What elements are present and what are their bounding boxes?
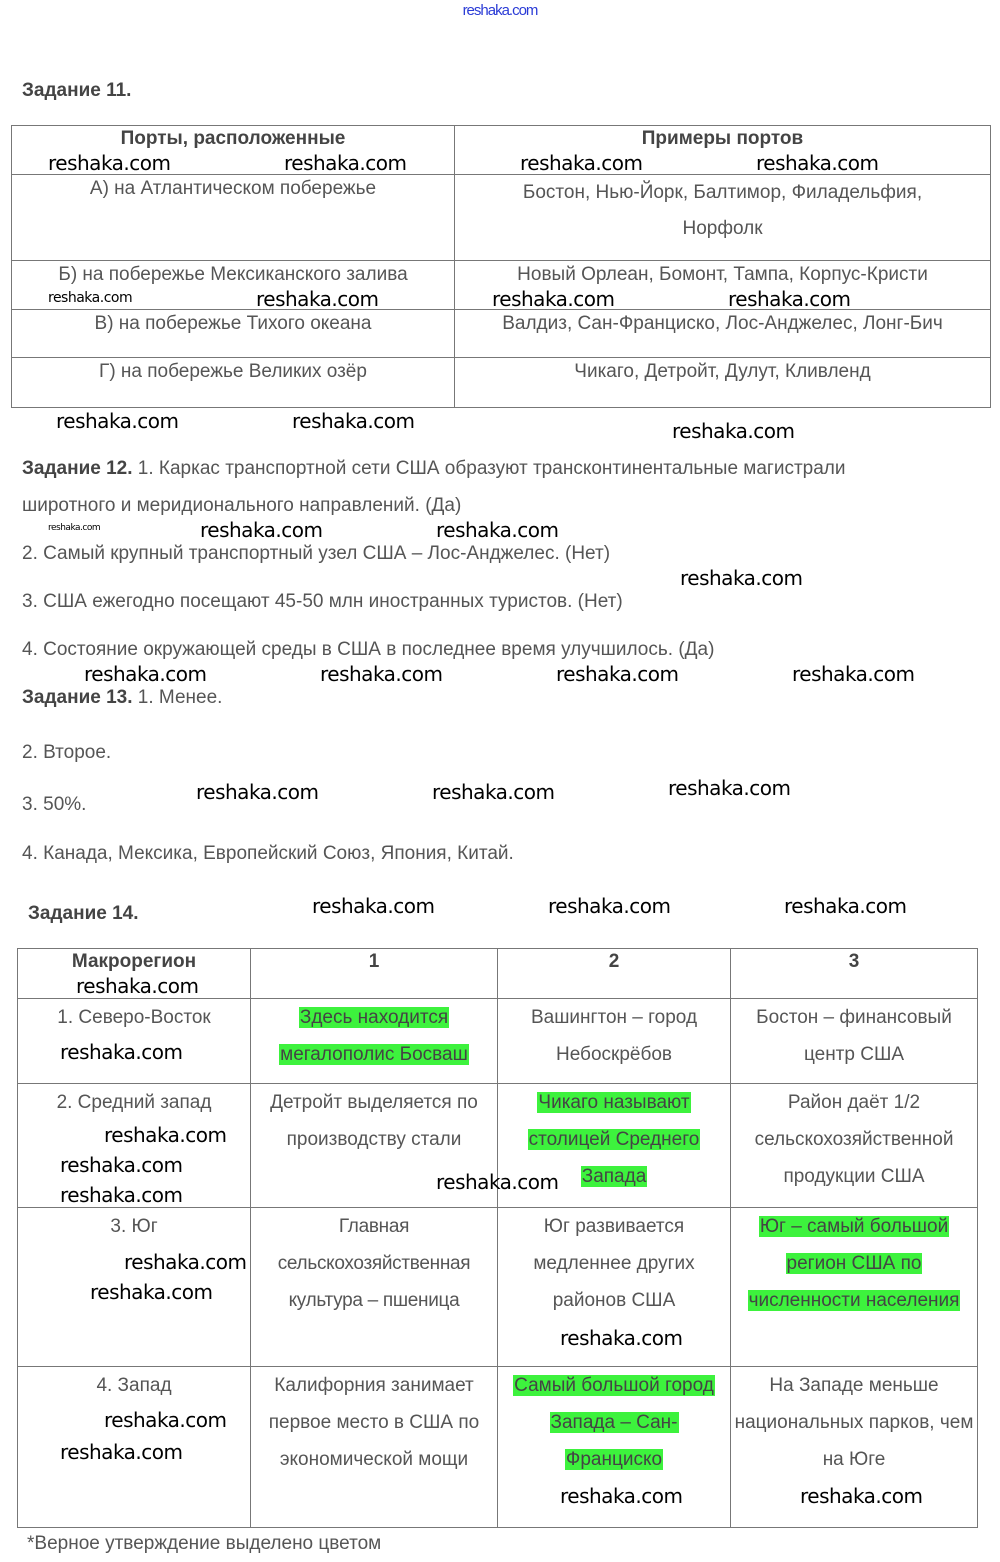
task13-answer-4: 4. Канада, Мексика, Европейский Союз, Япония, Китай. — [22, 843, 514, 864]
task13-line1 — [22, 687, 222, 709]
cell-text: В) на побережье Тихого океана — [94, 313, 372, 334]
region-text: 3. Юг — [110, 1216, 158, 1237]
watermark: reshaka.com — [432, 780, 555, 804]
table-cell — [12, 310, 455, 358]
task13-heading: Задание 13. — [22, 687, 133, 708]
cell-text: Бостон, Нью-Йорк, Балтимор, Филадельфия, Норфолк — [522, 182, 923, 239]
task12-line1 — [22, 458, 846, 480]
task13-answer-3: 3. 50%. — [22, 794, 87, 815]
region-text: 4. Запад — [96, 1375, 172, 1396]
cell-text: Главная сельскохозяйственная культура – пшеница — [277, 1216, 471, 1311]
watermark: reshaka.com — [60, 1183, 183, 1207]
table-cell — [731, 1084, 978, 1208]
cell-text: Чикаго, Детройт, Дулут, Кливленд — [574, 361, 871, 382]
cell-text: Г) на побережье Великих озёр — [99, 361, 367, 382]
task13-answer-2: 2. Второе. — [22, 742, 112, 763]
task14-heading: Задание 14. — [28, 903, 139, 924]
cell-text: Валдиз, Сан-Франциско, Лос-Анджелес, Лонг-Бич — [502, 313, 943, 334]
task12-statement-3: 3. США ежегодно посещают 45-50 млн иностранных туристов. (Нет) — [22, 591, 623, 612]
table-cell — [455, 310, 991, 358]
watermark: reshaka.com — [520, 151, 643, 175]
watermark: reshaka.com — [560, 1484, 683, 1508]
header-text: Примеры портов — [641, 128, 804, 149]
task12-statement-4: 4. Состояние окружающей среды в США в последнее время улучшилось. (Да) — [22, 639, 715, 660]
task12-line1-cont: широтного и меридионального направлений. (Да) — [22, 495, 462, 516]
watermark: reshaka.com — [792, 662, 915, 686]
highlighted-answer: Самый большой город Запада – Сан-Франциско — [514, 1375, 714, 1470]
watermark: reshaka.com — [784, 894, 907, 918]
watermark: reshaka.com — [668, 776, 791, 800]
top-watermark[interactable]: reshaka.com — [462, 2, 538, 19]
task14-header-1 — [251, 949, 498, 999]
watermark: reshaka.com — [48, 290, 133, 306]
watermark: reshaka.com — [60, 1440, 183, 1464]
cell-text: Вашингтон – город Небоскрёбов — [530, 1007, 698, 1065]
task14-header-3 — [731, 949, 978, 999]
watermark: reshaka.com — [56, 409, 179, 433]
watermark: reshaka.com — [728, 287, 851, 311]
watermark: reshaka.com — [320, 662, 443, 686]
task12-statement-2: 2. Самый крупный транспортный узел США – Лос-Анджелес. (Нет) — [22, 543, 611, 564]
watermark: reshaka.com — [492, 287, 615, 311]
task14-header-2 — [498, 949, 731, 999]
watermark: reshaka.com — [680, 566, 803, 590]
watermark: reshaka.com — [292, 409, 415, 433]
task12-heading: Задание 12. — [22, 458, 133, 479]
table-cell — [251, 999, 498, 1084]
watermark: reshaka.com — [556, 662, 679, 686]
cell-text: А) на Атлантическом побережье — [89, 178, 377, 199]
table-row — [12, 310, 991, 358]
watermark: reshaka.com — [436, 1170, 559, 1194]
watermark: reshaka.com — [84, 662, 207, 686]
watermark: reshaka.com — [312, 894, 435, 918]
table-cell — [455, 175, 991, 261]
highlighted-answer: Здесь находится мегалополис Босваш — [280, 1007, 468, 1065]
highlighted-answer: Чикаго называют столицей Среднего Запада — [528, 1092, 700, 1187]
watermark: reshaka.com — [90, 1280, 213, 1304]
watermark: reshaka.com — [756, 151, 879, 175]
footnote: *Верное утверждение выделено цветом — [27, 1533, 382, 1554]
watermark: reshaka.com — [76, 974, 199, 998]
watermark: reshaka.com — [124, 1250, 247, 1274]
table-cell — [251, 1208, 498, 1367]
watermark: reshaka.com — [560, 1326, 683, 1350]
table-cell — [498, 999, 731, 1084]
cell-text: Юг развивается медленнее других районов США — [533, 1216, 695, 1311]
table-cell — [251, 1367, 498, 1528]
table-cell — [731, 999, 978, 1084]
watermark: reshaka.com — [200, 518, 323, 542]
table-cell — [455, 358, 991, 408]
region-text: 2. Средний запад — [56, 1092, 212, 1113]
watermark: reshaka.com — [256, 287, 379, 311]
watermark: reshaka.com — [196, 780, 319, 804]
watermark: reshaka.com — [60, 1040, 183, 1064]
header-text: 2 — [608, 951, 620, 972]
table-cell — [731, 1208, 978, 1367]
cell-text: Калифорния занимает первое место в США по экономической мощи — [268, 1375, 480, 1470]
task11-heading: Задание 11. — [22, 80, 132, 101]
watermark: reshaka.com — [48, 523, 101, 533]
table-row — [12, 175, 991, 261]
watermark: reshaka.com — [672, 419, 795, 443]
watermark: reshaka.com — [284, 151, 407, 175]
cell-text: Район даёт 1/2 сельскохозяйственной продукции США — [754, 1092, 954, 1187]
cell-text: Новый Орлеан, Бомонт, Тампа, Корпус-Кристи — [517, 264, 928, 285]
table-cell — [12, 358, 455, 408]
watermark: reshaka.com — [104, 1408, 227, 1432]
header-text: Макрорегион — [71, 951, 197, 972]
table-cell — [12, 175, 455, 261]
watermark: reshaka.com — [548, 894, 671, 918]
watermark: reshaka.com — [436, 518, 559, 542]
task12-statement-1: 1. Каркас транспортной сети США образуют трансконтинентальные магистрали — [137, 458, 846, 479]
watermark: reshaka.com — [48, 151, 171, 175]
cell-text: Детройт выделяется по производству стали — [270, 1092, 478, 1150]
watermark: reshaka.com — [104, 1123, 227, 1147]
header-text: 3 — [848, 951, 860, 972]
highlighted-answer: Юг – самый большой регион США по численности населения — [748, 1216, 960, 1311]
cell-text: Б) на побережье Мексиканского залива — [58, 264, 408, 285]
watermark: reshaka.com — [60, 1153, 183, 1177]
cell-text: На Западе меньше национальных парков, чем на Юге — [734, 1375, 974, 1470]
region-text: 1. Северо-Восток — [57, 1007, 211, 1028]
watermark: reshaka.com — [800, 1484, 923, 1508]
header-text: Порты, расположенные — [120, 128, 346, 149]
task13-answer-1: 1. Менее. — [137, 687, 223, 708]
header-text: 1 — [368, 951, 380, 972]
table-row — [12, 358, 991, 408]
cell-text: Бостон – финансовый центр США — [756, 1007, 952, 1065]
